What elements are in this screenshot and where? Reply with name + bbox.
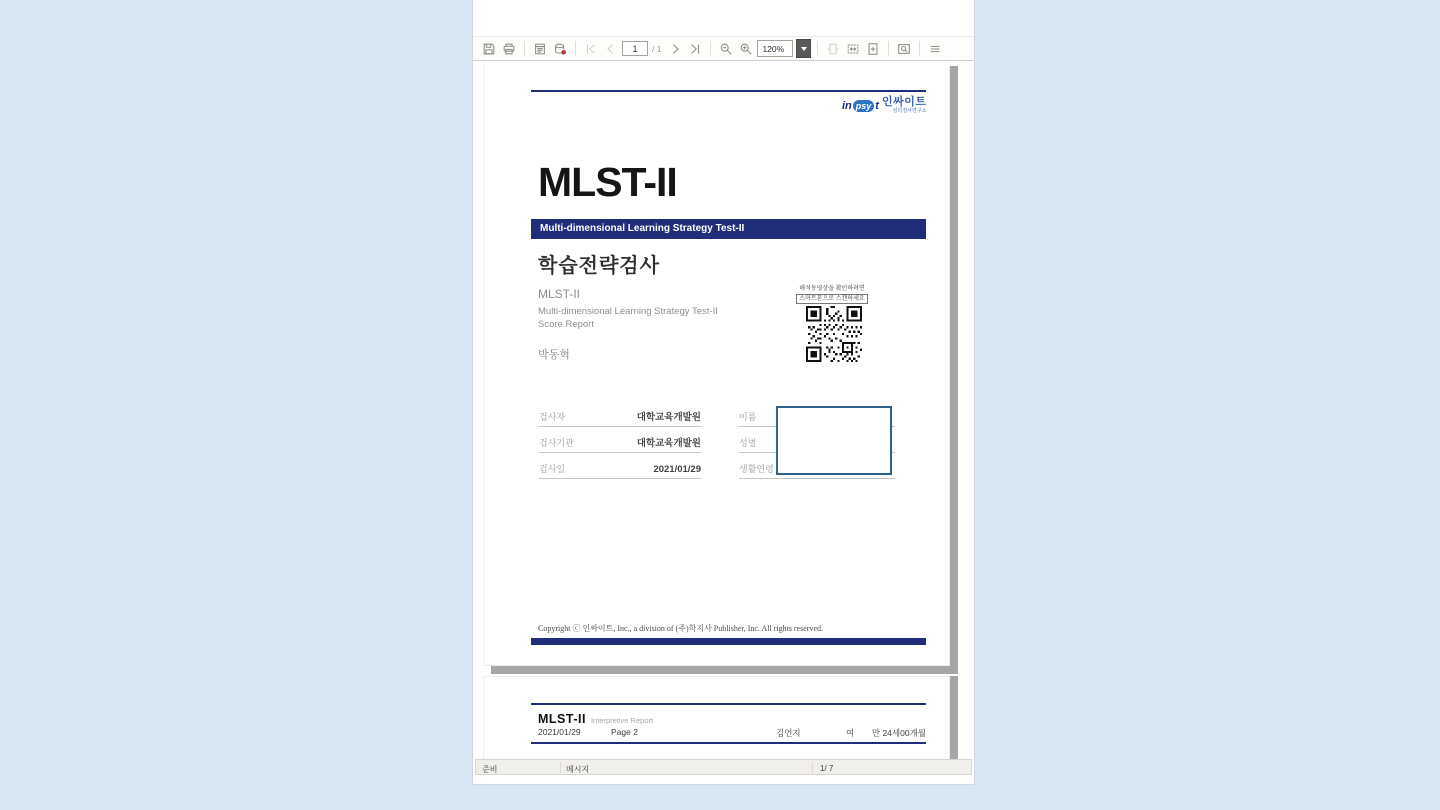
logo-wordmark: [842, 100, 879, 112]
exam-info-table: [539, 401, 701, 479]
title-bar: Multi-dimensional Learning Strategy Test-II: [531, 219, 926, 239]
report-page-2: [483, 676, 950, 759]
menu-button[interactable]: [926, 39, 944, 58]
page2-top-rule: [531, 703, 926, 705]
page2-page-label: Page 2: [611, 727, 638, 737]
qr-code: [806, 304, 862, 364]
author-name: 박동혁: [538, 349, 570, 361]
hamburger-menu-icon: [928, 42, 942, 56]
fit-width-icon: [846, 42, 860, 56]
print-icon: [502, 42, 516, 56]
page2-client-age: 만 24세00개월: [871, 728, 926, 738]
privacy-redaction-box: [776, 406, 892, 475]
search-page-icon: [897, 42, 911, 56]
add-page-button[interactable]: [864, 39, 882, 58]
qr-caption-line1: 해석동영상을 확인하려면: [799, 286, 865, 292]
page2-subtitle: Interpretive Report: [590, 716, 654, 725]
test-name-line1: Multi-dimensional Learning Strategy Test-II: [538, 306, 718, 317]
page2-title: MLST-II: [538, 712, 586, 726]
info-value: 2021/01/29: [653, 464, 701, 475]
info-label: 이름: [739, 412, 757, 422]
print-button[interactable]: [500, 39, 518, 58]
test-code: MLST-II: [538, 287, 581, 301]
info-row-examiner: [539, 401, 701, 427]
logo-text-in: in: [842, 99, 852, 112]
zoom-out-icon: [719, 42, 733, 56]
viewer-toolbar: [473, 36, 974, 61]
report-title: MLST-II: [538, 159, 677, 205]
fit-page-icon: [826, 42, 840, 56]
statusbar-divider: [812, 762, 813, 773]
export-data-button[interactable]: [551, 39, 569, 58]
zoom-in-icon: [739, 42, 753, 56]
test-name-line2: Score Report: [538, 318, 594, 330]
info-value: 대학교육개발원: [636, 438, 701, 449]
save-icon: [482, 42, 496, 56]
test-name-english: [538, 306, 718, 331]
page2-date: 2021/01/29: [538, 727, 581, 737]
logo-korean-subtitle: 심리검사연구소: [892, 108, 927, 114]
toolbar-separator: [888, 41, 889, 56]
toolbar-separator: [524, 41, 525, 56]
fit-page-button[interactable]: [824, 39, 842, 58]
previous-page-icon: [604, 42, 618, 56]
last-page-button[interactable]: [686, 39, 704, 58]
page-total-label: / 1: [652, 43, 662, 54]
logo-korean-name: 인싸이트: [881, 96, 927, 108]
info-label: 검사일: [539, 464, 566, 474]
status-ready: 준비: [482, 765, 498, 774]
save-button[interactable]: [480, 39, 498, 58]
zoom-in-button[interactable]: [737, 39, 755, 58]
page2-client-gender: 여: [846, 728, 855, 738]
logo-text-t: t: [875, 99, 879, 112]
logo-psy-pill: psy: [853, 100, 875, 112]
korean-heading: 학습전략검사: [538, 255, 660, 277]
copyright-notice: Copyright ⓒ 인싸이트, Inc., a division of (주)학지사 Publisher, Inc. All rights reserved.: [538, 624, 824, 633]
report-viewer-window: [472, 0, 975, 785]
previous-page-button[interactable]: [602, 39, 620, 58]
export-report-button[interactable]: [531, 39, 549, 58]
page2-bottom-rule: [531, 742, 926, 744]
status-message: 메시지: [566, 765, 590, 774]
zoom-out-button[interactable]: [717, 39, 735, 58]
status-bar: [475, 759, 972, 775]
info-row-date: [539, 453, 701, 479]
bottom-rule: [531, 638, 926, 645]
toolbar-separator: [817, 41, 818, 56]
info-label: 검사기관: [539, 438, 574, 448]
zoom-dropdown-button[interactable]: [796, 39, 811, 58]
toolbar-separator: [919, 41, 920, 56]
fit-width-button[interactable]: [844, 39, 862, 58]
info-label: 생활연령: [739, 464, 774, 474]
search-button[interactable]: [895, 39, 913, 58]
first-page-button[interactable]: [582, 39, 600, 58]
zoom-level-value: 120%: [762, 43, 785, 54]
info-label: 성별: [739, 438, 757, 448]
info-label: 검사자: [539, 412, 566, 422]
report-icon: [533, 42, 547, 56]
document-area[interactable]: [473, 62, 974, 759]
zoom-level-display: [757, 40, 793, 57]
page-number-input[interactable]: [622, 41, 648, 56]
page2-meta-row: [531, 727, 926, 738]
toolbar-separator: [710, 41, 711, 56]
logo-korean: [882, 97, 927, 114]
page2-client-name: 김언지: [776, 728, 801, 738]
next-page-icon: [668, 42, 682, 56]
next-page-button[interactable]: [666, 39, 684, 58]
qr-caption-line2: 스마트폰으로 스캔하세요: [796, 294, 867, 304]
status-page-indicator: 1/ 7: [820, 764, 834, 773]
qr-caption: [777, 285, 887, 304]
database-export-icon: [553, 42, 567, 56]
top-rule: [531, 90, 926, 92]
last-page-icon: [688, 42, 702, 56]
statusbar-divider: [560, 762, 561, 773]
inpsyt-logo: [842, 97, 926, 114]
info-row-institution: [539, 427, 701, 453]
report-page-1: [483, 62, 950, 666]
info-value: 대학교육개발원: [636, 412, 701, 423]
page-plus-icon: [866, 42, 880, 56]
first-page-icon: [584, 42, 598, 56]
page2-header: [538, 712, 653, 726]
toolbar-separator: [575, 41, 576, 56]
